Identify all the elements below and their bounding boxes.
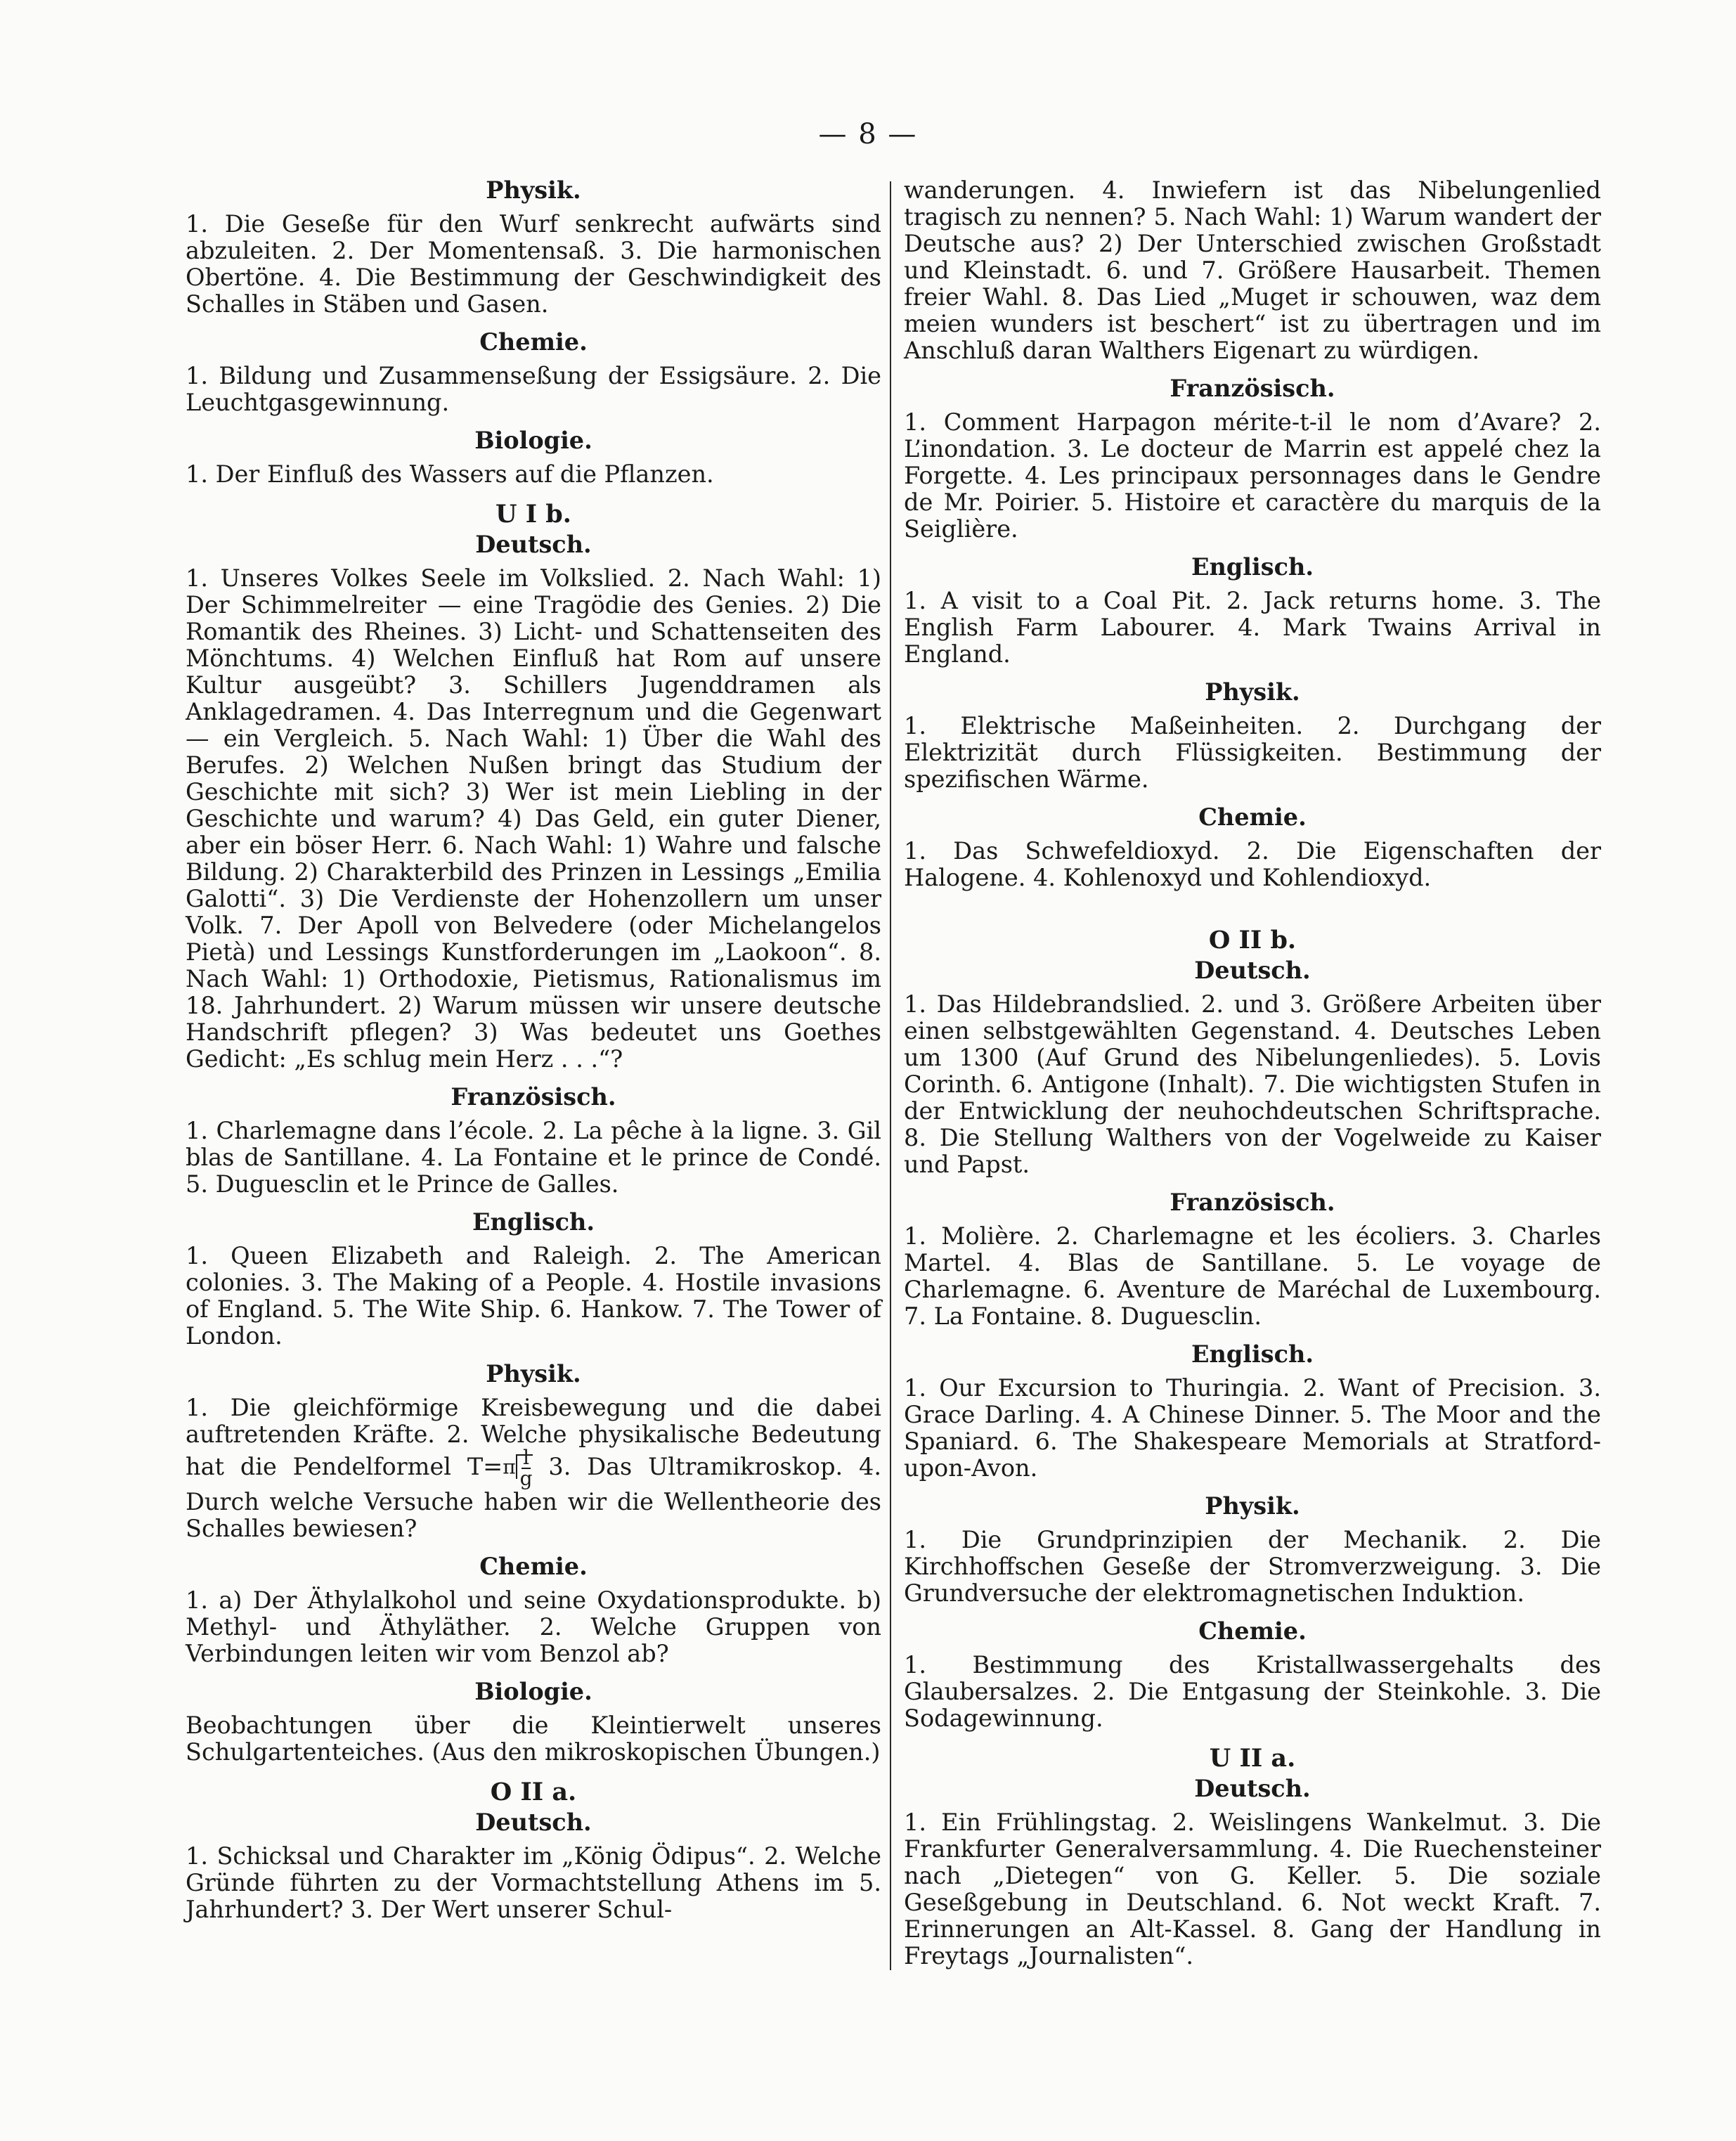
- column-divider: [890, 181, 891, 1970]
- section-heading: Englisch.: [1191, 1340, 1314, 1368]
- topic-paragraph: 1. a) Der Äthylalkohol und seine Oxydationsprodukte. b) Methyl- und Äthyläther. 2. Welche Gruppen von Verbindungen leiten wir vom Benzol ab?: [186, 1586, 881, 1667]
- class-heading: O II b.: [1208, 926, 1297, 955]
- section-heading: Physik.: [486, 176, 581, 204]
- topic-paragraph: 1. Der Einfluß des Wassers auf die Pflanzen.: [186, 460, 714, 488]
- topic-paragraph: 1. Our Excursion to Thuringia. 2. Want of Precision. 3. Grace Darling. 4. A Chinese Dinner. 5. The Moor and the Spaniard. 6. The Shakespeare Memorials at Stratford-upon-Avon.: [904, 1374, 1601, 1482]
- section-heading: Deutsch.: [1194, 957, 1311, 984]
- section-heading: Chemie.: [1198, 1617, 1307, 1645]
- section-heading: Chemie.: [479, 1553, 588, 1580]
- pendulum-formula: [503, 1448, 532, 1489]
- topic-paragraph: 1. Ein Frühlingstag. 2. Weislingens Wankelmut. 3. Die Frankfurter Generalversammlung. 4. Die Ruechensteiner nach „Dietegen“ von G. Keller. 5. Die soziale Geseßgebung in Deutschland. 6. Not weckt Kraft. 7. Erinnerungen an Alt-Kassel. 8. Gang der Handlung in Freytags „Journalisten“.: [904, 1809, 1601, 1969]
- section-heading: Französisch.: [1170, 1189, 1335, 1216]
- section-heading: Englisch.: [472, 1208, 595, 1236]
- left-column: [186, 177, 881, 1923]
- section-heading: Physik.: [1205, 678, 1300, 706]
- section-heading: Deutsch.: [1194, 1775, 1311, 1802]
- topic-paragraph-formula: [186, 1395, 881, 1542]
- topic-paragraph: 1. Die Geseße für den Wurf senkrecht aufwärts sind abzuleiten. 2. Der Momentensaß. 3. Die harmonischen Obertöne. 4. Die Bestimmung der Geschwindigkeit des Schalles in Stäben und Gasen.: [186, 210, 881, 318]
- topic-paragraph: 1. Elektrische Maßeinheiten. 2. Durchgang der Elektrizität durch Flüssigkeiten. Bestimmung der spezifischen Wärme.: [904, 712, 1601, 793]
- page-number: — 8 —: [818, 118, 918, 150]
- topic-paragraph: 1. Schicksal und Charakter im „König Ödipus“. 2. Welche Gründe führten zu der Vormachtstellung Athens im 5. Jahrhundert? 3. Der Wert unserer Schul-: [186, 1842, 881, 1923]
- topic-paragraph: 1. Molière. 2. Charlemagne et les écoliers. 3. Charles Martel. 4. Blas de Santillane. 5. Le voyage de Charlemagne. 6. Aventure de Maréchal de Luxembourg. 7. La Fontaine. 8. Duguesclin.: [904, 1222, 1601, 1330]
- topic-paragraph: 1. Das Hildebrandslied. 2. und 3. Größere Arbeiten über einen selbstgewählten Gegenstand. 4. Deutsches Leben um 1300 (Auf Grund des Nibelungenliedes). 5. Lovis Corinth. 6. Antigone (Inhalt). 7. Die wichtigsten Stufen in der Entwicklung der neuhochdeutschen Schriftsprache. 8. Die Stellung Walthers von der Vogelweide zu Kaiser und Papst.: [904, 990, 1601, 1178]
- topic-paragraph: 1. Comment Harpagon mérite-t-il le nom d’Avare? 2. L’inondation. 3. Le docteur de Marrin est appelé chez la Forgette. 4. Les principaux personnages dans le Gendre de Mr. Poirier. 5. Histoire et caractère du marquis de la Seiglière.: [904, 408, 1601, 543]
- section-heading: Deutsch.: [475, 531, 592, 558]
- formula-numerator: l: [523, 1446, 530, 1469]
- formula-text-before: 1. Die gleichförmige Kreisbewegung und die dabei auftretenden Kräfte. 2. Welche physikalische Bedeutung hat die Pendelformel T=: [186, 1394, 881, 1480]
- topic-paragraph: 1. Die Grundprinzipien der Mechanik. 2. Die Kirchhoffschen Geseße der Stromverzweigung. 3. Die Grundversuche der elektromagnetischen Induktion.: [904, 1526, 1601, 1607]
- topic-paragraph: 1. A visit to a Coal Pit. 2. Jack returns home. 3. The English Farm Labourer. 4. Mark Twains Arrival in England.: [904, 587, 1601, 668]
- spacer: [904, 891, 1601, 914]
- topic-paragraph: 1. Das Schwefeldioxyd. 2. Die Eigenschaften der Halogene. 4. Kohlenoxyd und Kohlendioxyd.: [904, 837, 1601, 891]
- section-heading: Französisch.: [451, 1083, 616, 1111]
- topic-paragraph: 1. Charlemagne dans l’école. 2. La pêche à la ligne. 3. Gil blas de Santillane. 4. La Fontaine et le prince de Condé. 5. Duguesclin et le Prince de Galles.: [186, 1117, 881, 1198]
- class-heading: O II a.: [490, 1778, 577, 1806]
- right-column: [904, 177, 1601, 1969]
- class-heading: U I b.: [495, 500, 571, 529]
- formula-denominator: g: [519, 1467, 533, 1490]
- topic-paragraph: 1. Queen Elizabeth and Raleigh. 2. The American colonies. 3. The Making of a People. 4. Hostile invasions of England. 5. The Wite Ship. 6. Hankow. 7. The Tower of London.: [186, 1242, 881, 1350]
- topic-paragraph: 1. Bildung und Zusammenseßung der Essigsäure. 2. Die Leuchtgasgewinnung.: [186, 362, 881, 416]
- section-heading: Chemie.: [479, 328, 588, 356]
- topic-paragraph: 1. Bestimmung des Kristallwassergehalts des Glaubersalzes. 2. Die Entgasung der Steinkohle. 3. Die Sodagewinnung.: [904, 1651, 1601, 1732]
- class-heading: U II a.: [1209, 1744, 1296, 1773]
- formula-sqrt: [516, 1446, 533, 1490]
- formula-text-after: 3. Das Ultramikroskop. 4. Durch welche Versuche haben wir die Wellentheorie des Schalles bewiesen?: [186, 1453, 881, 1542]
- section-heading: Physik.: [1205, 1492, 1300, 1520]
- topic-paragraph: Beobachtungen über die Kleintierwelt unseres Schulgartenteiches. (Aus den mikroskopischen Übungen.): [186, 1712, 881, 1766]
- section-heading: Französisch.: [1170, 375, 1335, 402]
- formula-fraction: [520, 1448, 533, 1489]
- section-heading: Englisch.: [1191, 553, 1314, 581]
- section-heading: Physik.: [486, 1360, 581, 1388]
- formula-pi: π: [503, 1455, 516, 1479]
- section-heading: Deutsch.: [475, 1809, 592, 1836]
- section-heading: Biologie.: [474, 1678, 592, 1705]
- topic-paragraph: wanderungen. 4. Inwiefern ist das Nibelungenlied tragisch zu nennen? 5. Nach Wahl: 1) Warum wandert der Deutsche aus? 2) Der Unterschied zwischen Großstadt und Kleinstadt. 6. und 7. Größere Hausarbeit. Themen freier Wahl. 8. Das Lied „Muget ir schouwen, waz dem meien wunders ist beschert“ ist zu übertragen und im Anschluß daran Walthers Eigenart zu würdigen.: [904, 176, 1601, 364]
- topic-paragraph: 1. Unseres Volkes Seele im Volkslied. 2. Nach Wahl: 1) Der Schimmelreiter — eine Tragödie des Genies. 2) Die Romantik des Rheines. 3) Licht- und Schattenseiten des Mönchtums. 4) Welchen Einfluß hat Rom auf unsere Kultur ausgeübt? 3. Schillers Jugenddramen als Anklagedramen. 4. Das Interregnum und die Gegenwart — ein Vergleich. 5. Nach Wahl: 1) Über die Wahl des Berufes. 2) Welchen Nußen bringt das Studium der Geschichte mit sich? 3) Wer ist mein Liebling in der Geschichte und warum? 4) Das Geld, ein guter Diener, aber ein böser Herr. 6. Nach Wahl: 1) Wahre und falsche Bildung. 2) Charakterbild des Prinzen in Lessings „Emilia Galotti“. 3) Die Verdienste der Hohenzollern um unser Volk. 7. Der Apoll von Belvedere (oder Michelangelos Pietà) und Lessings Kunstforderungen im „Laokoon“. 8. Nach Wahl: 1) Orthodoxie, Pietismus, Rationalismus im 18. Jahrhundert. 2) Warum müssen wir unsere deutsche Handschrift pflegen? 3) Was bedeutet uns Goethes Gedicht: „Es schlug mein Herz . . .“?: [186, 564, 881, 1073]
- section-heading: Chemie.: [1198, 803, 1307, 831]
- section-heading: Biologie.: [474, 427, 592, 454]
